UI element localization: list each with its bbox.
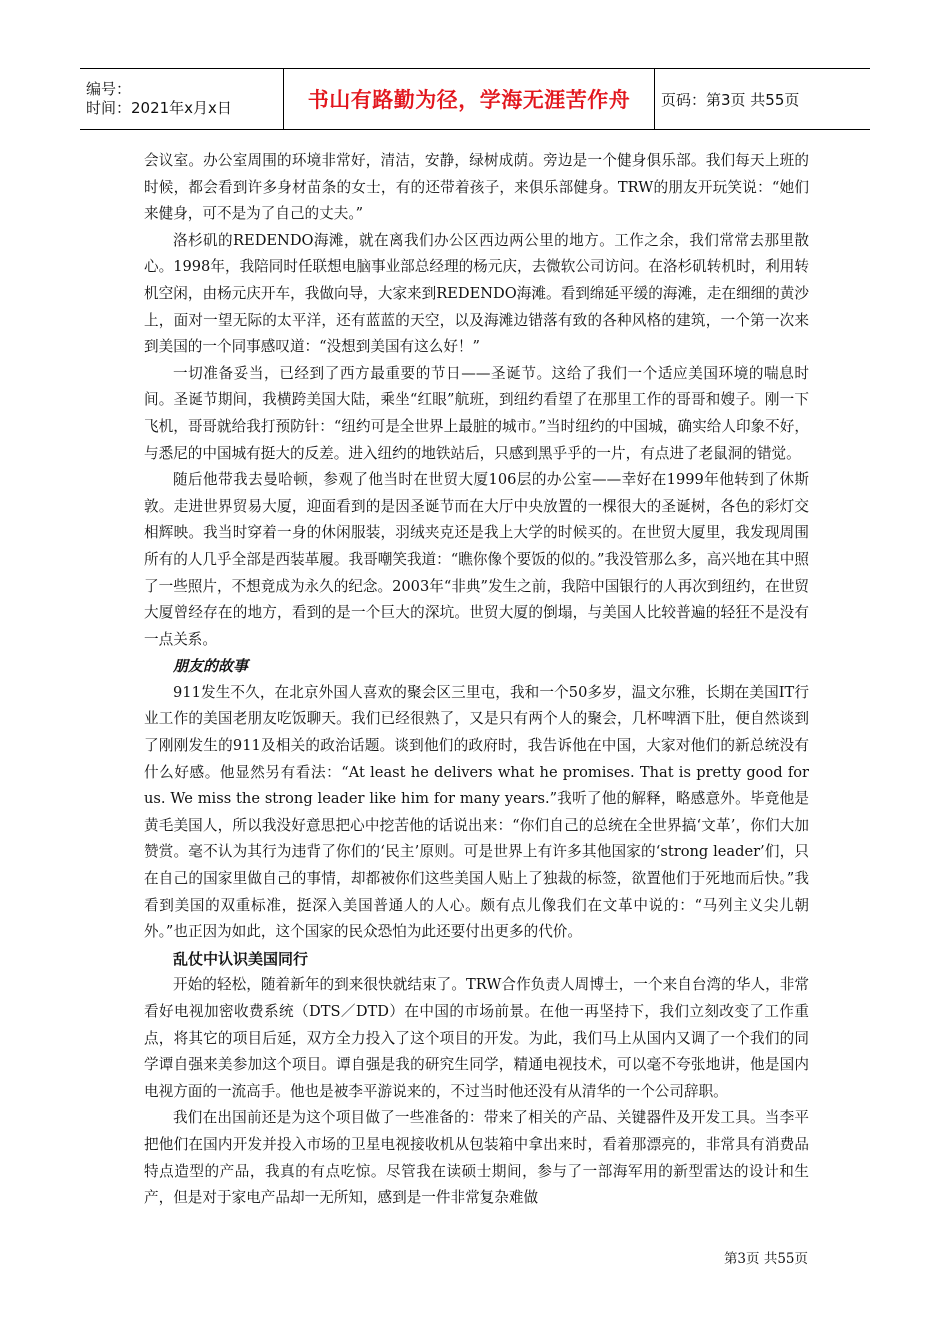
paragraph: 一切准备妥当，已经到了西方最重要的节日——圣诞节。这给了我们一个适应美国环境的喘息时间。圣诞节期间，我横跨美国大陆，乘坐“红眼”航班，到纽约看望了在那里工作的哥哥和嫂子。刚一下飞机，哥哥就给我打预防针：“纽约可是全世界上最脏的城市。”当时纽约的中国城，确实给人印象不好，与悉尼的中国城有挺大的反差。进入纽约的地铁站后，只感到黑乎乎的一片，有点进了老鼠洞的错觉。	[144, 364, 809, 462]
page-footer: 第3页 共55页	[723, 1251, 808, 1267]
document-body	[144, 148, 809, 1212]
paragraph: 随后他带我去曼哈顿，参观了他当时在世贸大厦106层的办公室——幸好在1999年他转到了休斯敦。走进世界贸易大厦，迎面看到的是因圣诞节而在大厅中央放置的一棵很大的圣诞树，各色的彩灯交相辉映。我当时穿着一身的休闲服装，羽绒夹克还是我上大学的时候买的。在世贸大厦里，我发现周围所有的人几乎全部是西装革履。我哥嘲笑我道：“瞧你像个要饭的似的。”我没管那么多，高兴地在其中照了一些照片，不想竟成为永久的纪念。2003年“非典”发生之前，我陪中国银行的人再次到纽约，在世贸大厦曾经存在的地方，看到的是一个巨大的深坑。世贸大厦的倒塌，与美国人比较普遍的轻狂不是没有一点关系。	[144, 471, 810, 648]
paragraph: 我们在出国前还是为这个项目做了一些准备的：带来了相关的产品、关键器件及开发工具。当李平把他们在国内开发并投入市场的卫星电视接收机从包装箱中拿出来时，看着那漂亮的，非常具有消费品特点造型的产品，我真的有点吃惊。尽管我在读硕士期间，参与了一部海军用的新型雷达的设计和生产，但是对于家电产品却一无所知，感到是一件非常复杂难做	[144, 1109, 809, 1207]
number-label: 编号：	[86, 80, 132, 98]
paragraph: 会议室。办公室周围的环境非常好，清洁，安静，绿树成荫。旁边是一个健身俱乐部。我们每天上班的时候，都会看到许多身材苗条的女士，有的还带着孩子，来俱乐部健身。TRW的朋友开玩笑说：“她们来健身，可不是为了自己的丈夫。”	[144, 152, 809, 223]
time-label: 时间：2021年x月x日	[86, 99, 232, 117]
section-heading: 乱仗中认识美国同行	[173, 949, 309, 968]
motto: 书山有路勤为径，学海无涯苦作舟	[283, 69, 655, 129]
page-header	[80, 68, 870, 130]
paragraph: 洛杉矶的REDENDO海滩，就在离我们办公区西边两公里的地方。工作之余，我们常常去那里散心。1998年，我陪同时任联想电脑事业部总经理的杨元庆，去微软公司访问。在洛杉矶转机时，利用转机空闲，由杨元庆开车，我做向导，大家来到REDENDO海滩。看到绵延平缓的海滩，走在细细的黄沙上，面对一望无际的太平洋，还有蓝蓝的天空，以及海滩边错落有致的各种风格的建筑，一个第一次来到美国的一个同事感叹道：“没想到美国有这么好！”	[144, 231, 809, 356]
paragraph: 911发生不久，在北京外国人喜欢的聚会区三里屯，我和一个50多岁，温文尔雅，长期在美国IT行业工作的美国老朋友吃饭聊天。我们已经很熟了，又是只有两个人的聚会，几杯啤酒下肚，便自然谈到了刚刚发生的911及相关的政治话题。谈到他们的政府时，我告诉他在中国，大家对他们的新总统没有什么好感。他显然另有看法：“At least he delivers what he promises. That is pretty good for us. We miss the strong leader like him for many years.”我听了他的解释，略感意外。毕竟他是黄毛美国人，所以我没好意思把心中挖苦他的话说出来：“你们自己的总统在全世界搞‘文革’，你们大加赞赏。毫不认为其行为违背了你们的‘民主’原则。可是世界上有许多其他国家的‘strong leader’们，只在自己的国家里做自己的事情，却都被你们这些美国人贴上了独裁的标签，欲置他们于死地而后快。”我看到美国的双重标准，挺深入美国普通人的人心。颇有点儿像我们在文革中说的：“马列主义尖儿朝外。”也正因为如此，这个国家的民众恐怕为此还要付出更多的代价。	[144, 683, 809, 941]
header-left	[80, 69, 283, 129]
page-label: 页码：第3页 共55页	[661, 90, 800, 109]
paragraph: 开始的轻松，随着新年的到来很快就结束了。TRW合作负责人周博士，一个来自台湾的华人，非常看好电视加密收费系统（DTS／DTD）在中国的市场前景。在他一再坚持下，我们立刻改变了工作重点，将其它的项目后延，双方全力投入了这个项目的开发。为此，我们马上从国内又调了一个我们的同学谭自强来美参加这个项目。谭自强是我的研究生同学，精通电视技术，可以毫不夸张地讲，他是国内电视方面的一流高手。他也是被李平游说来的，不过当时他还没有从清华的一个公司辞职。	[144, 976, 809, 1100]
section-heading: 朋友的故事	[173, 657, 249, 676]
